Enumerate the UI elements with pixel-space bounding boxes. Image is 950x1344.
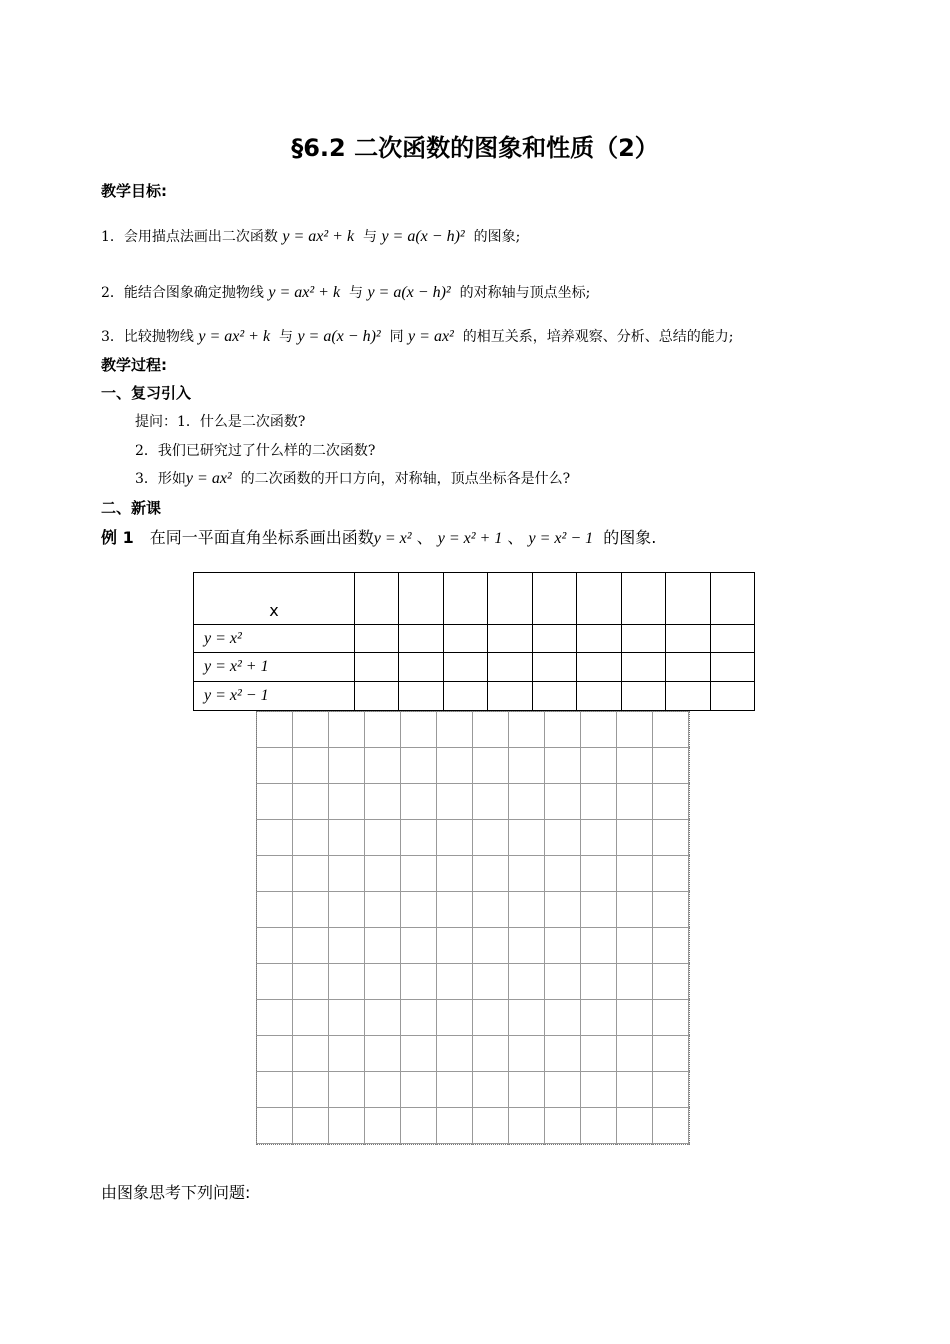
separator: 、 xyxy=(416,528,433,547)
example-text: 在同一平面直角坐标系画出函数 xyxy=(149,528,374,547)
footer-text: 由图象思考下列问题: xyxy=(101,1183,251,1202)
table-cell xyxy=(488,573,532,625)
formula: y = a(x − h)² xyxy=(297,328,381,345)
table-cell xyxy=(666,573,710,625)
table-cell xyxy=(532,625,576,653)
value-table xyxy=(193,572,755,711)
table-cell xyxy=(399,625,443,653)
objective-text: 的对称轴与顶点坐标; xyxy=(459,285,591,301)
objective-text: 的相互关系，培养观察、分析、总结的能力; xyxy=(462,329,734,345)
table-cell xyxy=(621,653,665,682)
table-cell xyxy=(666,653,710,682)
table-cell xyxy=(399,573,443,625)
question-text: 的二次函数的开口方向，对称轴，顶点坐标各是什么? xyxy=(240,471,571,487)
formula: y = ax² xyxy=(408,328,454,345)
table-cell xyxy=(355,625,399,653)
review-question-3 xyxy=(135,468,570,488)
table-cell xyxy=(710,682,755,711)
table-cell xyxy=(399,653,443,682)
table-row xyxy=(194,625,755,653)
row-label: y = x² − 1 xyxy=(194,682,355,711)
formula: y = x² − 1 xyxy=(528,530,594,547)
objective-text: 的图象; xyxy=(473,229,521,245)
table-cell xyxy=(488,625,532,653)
row-label: y = x² + 1 xyxy=(194,653,355,682)
table-cell xyxy=(577,682,621,711)
table-cell xyxy=(355,682,399,711)
formula: y = x² xyxy=(373,530,412,547)
formula: y = ax² + k xyxy=(268,284,341,301)
table-cell xyxy=(355,573,399,625)
objective-text: 比较抛物线 xyxy=(123,329,194,345)
objectives-heading: 教学目标: xyxy=(101,182,167,200)
objective-1 xyxy=(101,226,520,246)
table-cell xyxy=(443,573,487,625)
objective-num: 2． xyxy=(101,285,124,301)
table-cell xyxy=(621,625,665,653)
table-cell xyxy=(443,653,487,682)
formula: y = ax² xyxy=(185,470,232,487)
table-cell xyxy=(577,573,621,625)
table-row xyxy=(194,573,755,625)
question-text: 3．形如 xyxy=(135,471,186,487)
objective-3 xyxy=(101,326,733,346)
row-label: y = x² xyxy=(194,625,355,653)
review-question-1: 提问：1．什么是二次函数? xyxy=(135,414,306,430)
formula: y = a(x − h)² xyxy=(381,228,465,245)
objective-text: 会用描点法画出二次函数 xyxy=(123,229,278,245)
objective-num: 3． xyxy=(101,329,124,345)
table-cell xyxy=(443,625,487,653)
formula: y = x² + 1 xyxy=(437,530,503,547)
table-cell xyxy=(443,682,487,711)
table-cell xyxy=(577,625,621,653)
process-heading: 教学过程: xyxy=(101,356,167,374)
page-title: §6.2 二次函数的图象和性质（2） xyxy=(291,134,659,162)
objective-text: 与 xyxy=(278,329,293,345)
objective-text: 同 xyxy=(389,329,404,345)
table-cell xyxy=(488,653,532,682)
graph-grid xyxy=(256,711,690,1145)
example-text: 的图象. xyxy=(603,528,657,547)
table-cell xyxy=(577,653,621,682)
table-cell xyxy=(532,653,576,682)
table-cell xyxy=(355,653,399,682)
example-1 xyxy=(101,525,656,548)
table-cell xyxy=(399,682,443,711)
objective-text: 与 xyxy=(348,285,363,301)
table-row xyxy=(194,653,755,682)
formula: y = ax² + k xyxy=(198,328,271,345)
review-question-2: 2．我们已研究过了什么样的二次函数? xyxy=(135,443,376,459)
formula: y = ax² + k xyxy=(282,228,355,245)
table-cell xyxy=(710,625,755,653)
table-cell xyxy=(621,573,665,625)
new-lesson-heading: 二、新课 xyxy=(101,499,162,517)
table-cell xyxy=(488,682,532,711)
table-cell xyxy=(621,682,665,711)
review-heading: 一、复习引入 xyxy=(101,384,192,402)
separator: 、 xyxy=(507,528,524,547)
table-cell xyxy=(532,573,576,625)
objective-num: 1． xyxy=(101,229,124,245)
objective-2 xyxy=(101,282,590,302)
objective-text: 能结合图象确定抛物线 xyxy=(123,285,264,301)
table-cell xyxy=(532,682,576,711)
formula: y = a(x − h)² xyxy=(367,284,451,301)
table-row xyxy=(194,682,755,711)
table-cell xyxy=(666,625,710,653)
example-label: 例 1 xyxy=(101,528,134,547)
table-cell xyxy=(710,573,755,625)
objective-text: 与 xyxy=(362,229,377,245)
x-header: x xyxy=(194,573,355,625)
table-cell xyxy=(710,653,755,682)
table-cell xyxy=(666,682,710,711)
